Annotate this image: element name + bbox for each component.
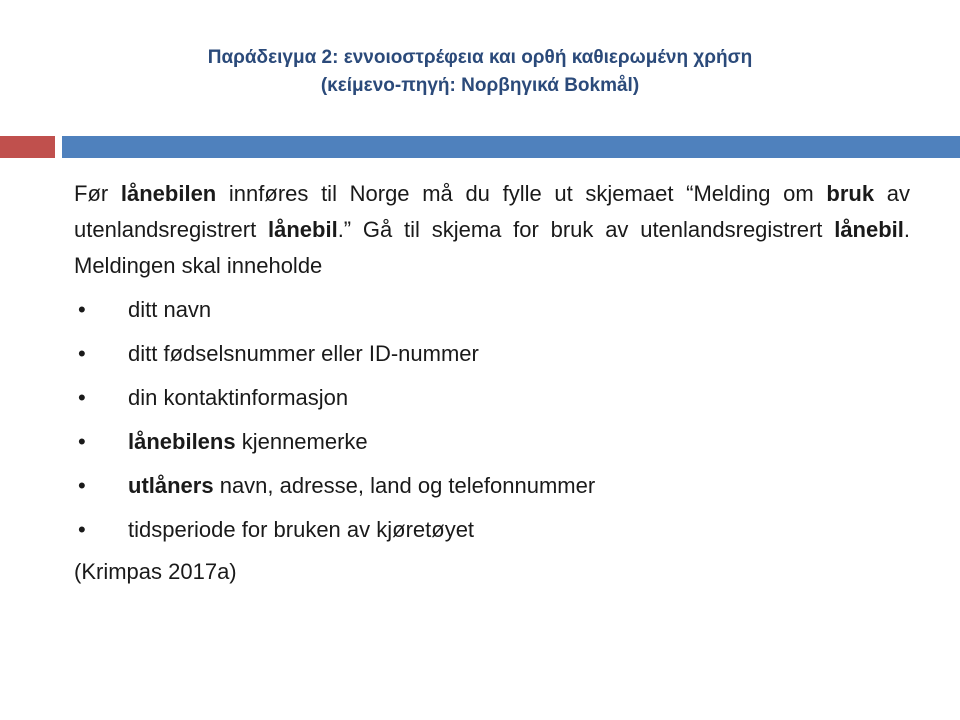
list-item bbox=[74, 420, 910, 464]
list-item-label: kjennemerke bbox=[235, 429, 368, 454]
bullet-icon: • bbox=[78, 297, 86, 322]
list-item-text bbox=[128, 508, 474, 552]
list-item-text bbox=[128, 464, 595, 508]
bullet-icon: • bbox=[78, 341, 86, 366]
list-item-text bbox=[128, 288, 211, 332]
citation: (Krimpas 2017a) bbox=[74, 559, 237, 584]
bullet-icon: • bbox=[78, 429, 86, 454]
bullet-list bbox=[74, 288, 910, 552]
slide-title-line-1: Παράδειγμα 2: εννοιοστρέφεια και ορθή καθιερωμένη χρήση bbox=[207, 47, 753, 68]
para-text-3: av utenlandsregistrert bbox=[74, 181, 910, 242]
para-bold-2: bruk bbox=[826, 181, 875, 206]
list-item bbox=[74, 288, 910, 332]
list-item-label: din kontaktinformasjon bbox=[128, 385, 349, 410]
list-item-label: tidsperiode for bruken av kjøretøyet bbox=[128, 517, 475, 542]
para-text-4: .” Gå til skjema for bruk av utenlandsregistrert bbox=[337, 217, 835, 242]
para-text-1: Før bbox=[74, 181, 121, 206]
list-item bbox=[74, 376, 910, 420]
list-item-label: ditt fødselsnummer eller ID-nummer bbox=[128, 341, 479, 366]
bullet-icon: • bbox=[78, 473, 86, 498]
slide-title bbox=[60, 44, 900, 100]
list-item bbox=[74, 332, 910, 376]
list-item-label: ditt navn bbox=[128, 297, 212, 322]
accent-bar-red bbox=[0, 136, 55, 158]
list-item-text bbox=[128, 376, 348, 420]
list-item bbox=[74, 464, 910, 508]
bullet-icon: • bbox=[78, 385, 86, 410]
accent-bar-blue bbox=[62, 136, 960, 158]
slide-body bbox=[74, 176, 910, 592]
para-bold-1: lånebilen bbox=[120, 181, 217, 206]
list-item-bold: utlåners bbox=[128, 473, 214, 498]
list-item-text bbox=[128, 332, 479, 376]
intro-paragraph bbox=[74, 176, 910, 284]
list-item-label: navn, adresse, land og telefonnummer bbox=[213, 473, 596, 498]
para-bold-4: lånebil bbox=[834, 217, 904, 242]
list-item bbox=[74, 508, 910, 552]
list-item-text bbox=[128, 420, 368, 464]
bullet-icon: • bbox=[78, 517, 86, 542]
para-text-2: innføres til Norge må du fylle ut skjemaet “Melding om bbox=[216, 181, 827, 206]
para-bold-3: lånebil bbox=[268, 217, 338, 242]
para-text-5: . Meldingen skal inneholde bbox=[74, 217, 911, 278]
slide-title-line-2: (κείμενο-πηγή: Νορβηγικά Bokmål) bbox=[320, 75, 640, 96]
list-item-bold: lånebilens bbox=[128, 429, 236, 454]
